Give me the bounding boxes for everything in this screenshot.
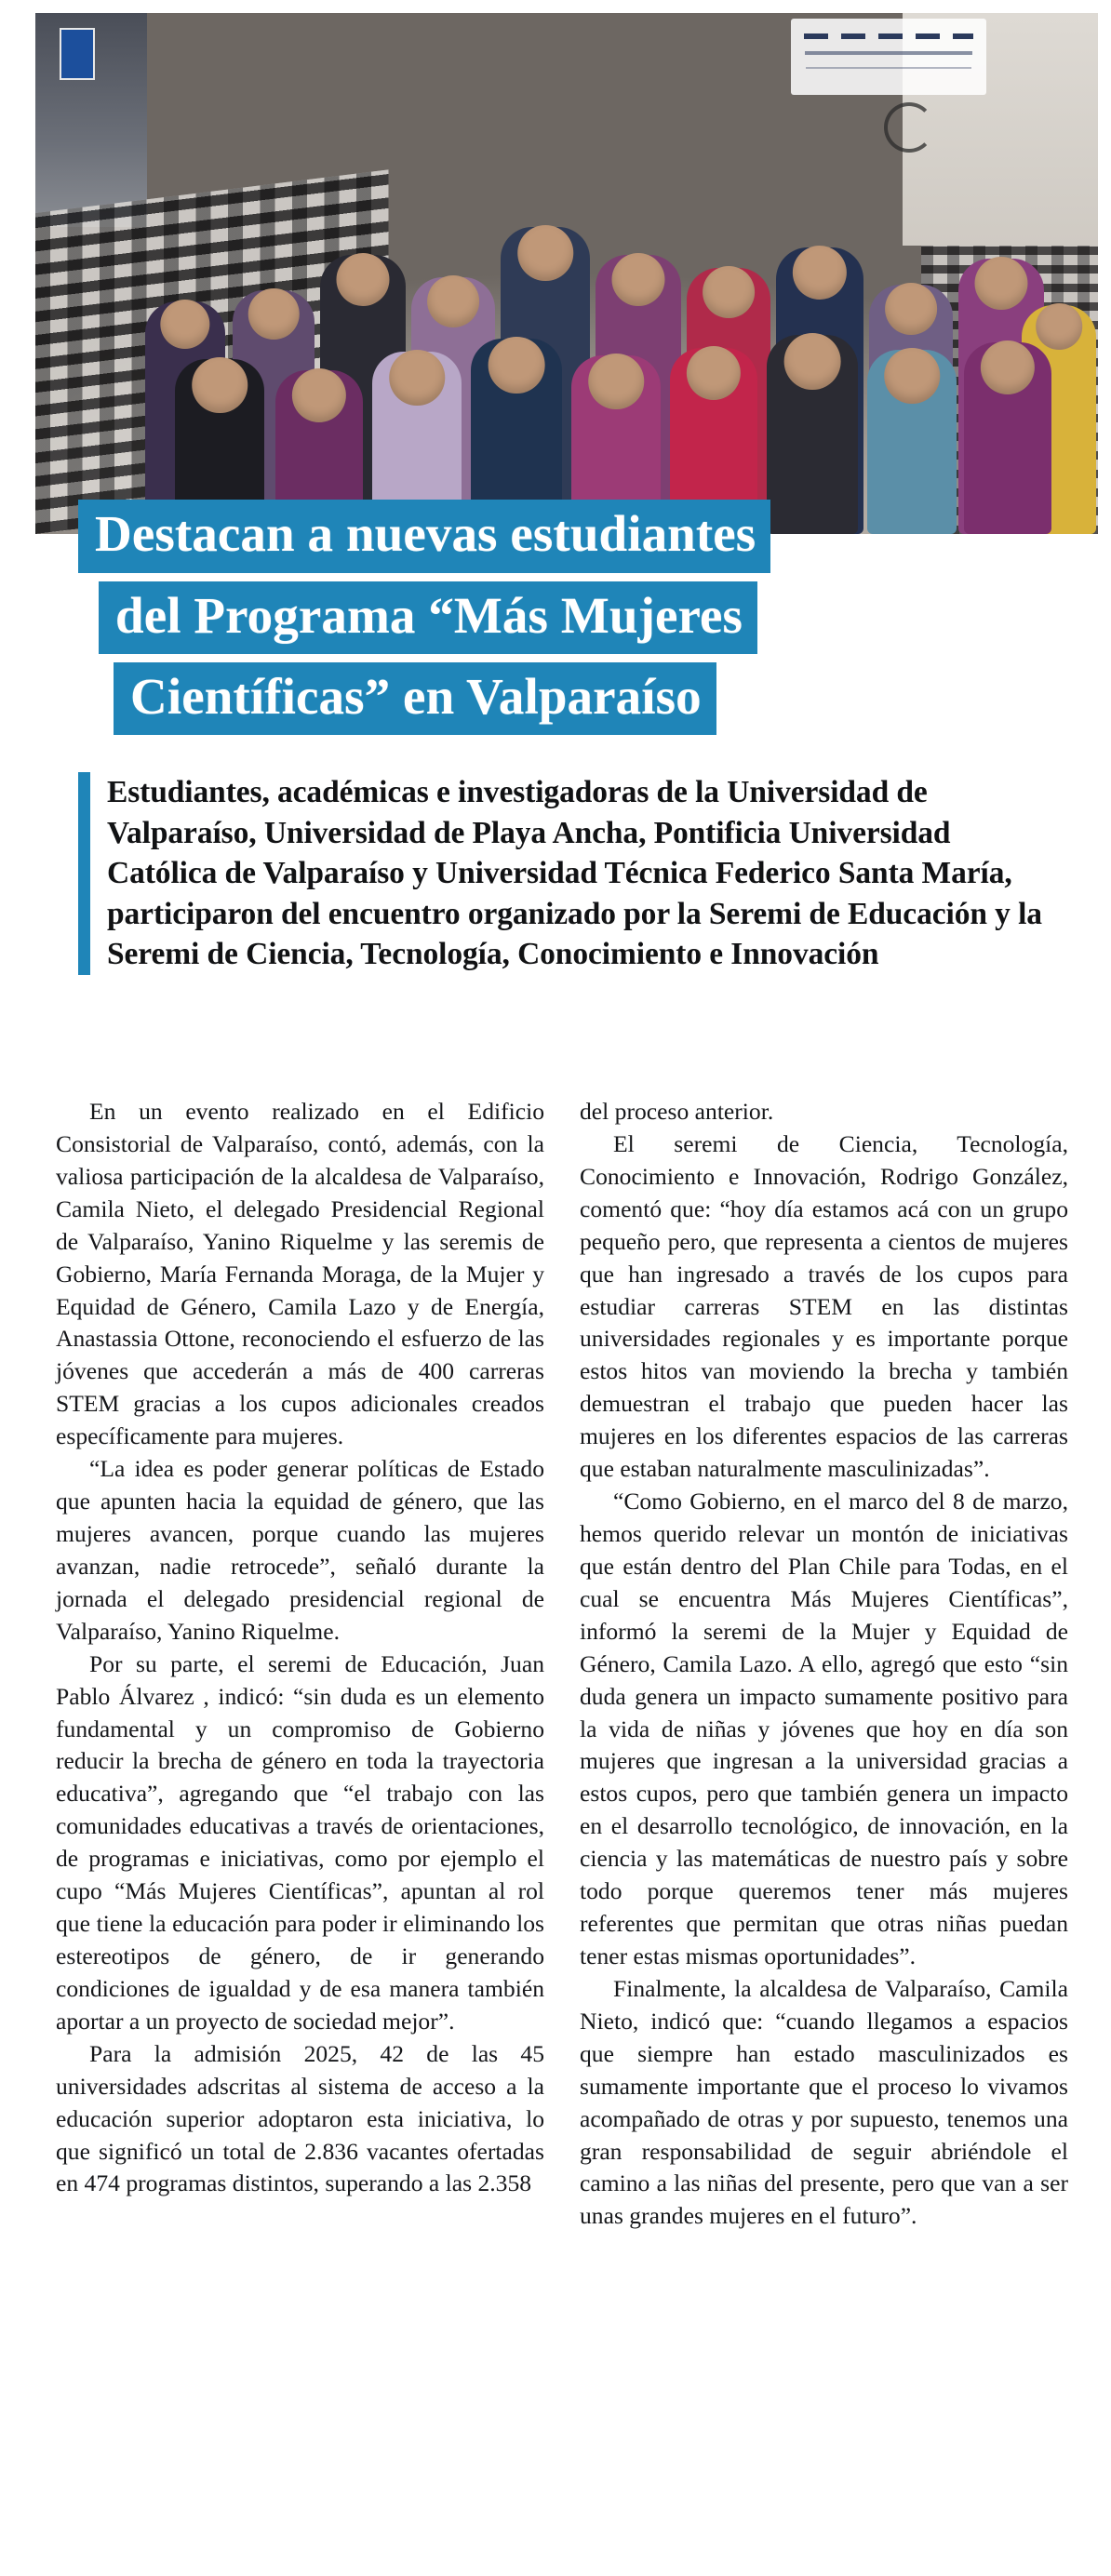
body-paragraph: Por su parte, el seremi de Educación, Juan Pablo Álvarez , indicó: “sin duda es un elemento fundamental y un compromiso de Gobierno reducir la brecha de género en toda la trayectoria educativa”, agregando que “el trabajo con las comunidades educativas a través de orientaciones, de programas e iniciativas, como por ejemplo el cupo “Más Mujeres Científicas”, apuntan al rol que tiene la educación para poder ir eliminando los estereotipos de género, de ir generando condiciones de igualdad y de esa manera también aportar a un proyecto de sociedad mejor”. [56,1649,544,2035]
page-left-margin [0,0,35,2576]
body-paragraph: Finalmente, la alcaldesa de Valparaíso, Camila Nieto, indicó que: “cuando llegamos a espacios que siempre han estado masculinizados es sumamente importante que el proceso lo vivamos acompañado de otras y por supuesto, tenemos una gran responsabilidad de seguir abriéndole el camino a las niñas del presente, pero que van a ser unas grandes mujeres en el futuro”. [580,1974,1068,2230]
article-photo [35,13,1098,534]
headline-line-2: del Programa “Más Mujeres [99,581,757,654]
body-paragraph: El seremi de Ciencia, Tecnología, Conocimiento e Innovación, Rodrigo González, comentó que: “hoy día estamos acá con un grupo pequeño pero, que representa a cientos de mujeres que han ingresado a través de los cupos para estudiar carreras STEM en las distintas universidades regionales y es importante porque estos hitos van moviendo la brecha y también demuestran el trabajo que pueden hacer las mujeres en los diferentes espacios de las carreras que estaban naturalmente masculinizadas”. [580,1129,1068,1483]
body-paragraph: del proceso anterior. [580,1098,774,1125]
deck-accent-bar [78,772,90,975]
article-body [56,1096,1068,2233]
deck-text: Estudiantes, académicas e investigadoras de la Universidad de Valparaíso, Universidad de Playa Ancha, Pontificia Universidad Católica de Valparaíso y Universidad Técnica Federico Santa María, participaron del encuentro organizado por la Seremi de Educación y la Seremi de Ciencia, Tecnología, Conocimiento e Innovación [107,775,1042,972]
page-right-margin [1098,0,1111,2576]
body-paragraph: “La idea es poder generar políticas de Estado que apunten hacia la equidad de género, que las mujeres avancen, porque cuando las mujeres avanzan, nadie retrocede”, señaló durante la jornada el delegado presidencial regional de Valparaíso, Yanino Riquelme. [56,1455,544,1645]
photo-group-of-people [35,13,1098,534]
headline-line-3: Científicas” en Valparaíso [114,662,716,735]
article-headline [78,500,1064,742]
article-deck [78,772,1064,975]
body-paragraph: En un evento realizado en el Edificio Consistorial de Valparaíso, contó, además, con la valiosa participación de la alcaldesa de Valparaíso, Camila Nieto, el delegado Presidencial Regional de Valparaíso, Yanino Riquelme y las seremis de Gobierno, María Fernanda Moraga, de la Mujer y Equidad de Género, Camila Lazo y de Energía, Anastassia Ottone, reconociendo el esfuerzo de las jóvenes que accederán a más de 400 carreras STEM gracias a los cupos adicionales creados específicamente para mujeres. [56,1098,544,1450]
body-paragraph: “Como Gobierno, en el marco del 8 de marzo, hemos querido relevar un montón de iniciativas que están dentro del Plan Chile para Todas, en el cual se encuentra Más Mujeres Científicas”, informó la seremi de la Mujer y Equidad de Género, Camila Lazo. A ello, agregó que esto “sin duda genera un impacto sumamente positivo para la vida de niñas y jóvenes que hoy en día son mujeres que ingresan a la universidad gracias a estos cupos, pero que también genera un impacto en el desarrollo tecnológico, de innovación, en la ciencia y las matemáticas de nuestro país y sobre todo porque queremos tener más mujeres referentes que permitan que otras niñas puedan tener estas mismas oportunidades”. [580,1488,1068,1969]
left-column [56,1096,544,2233]
body-paragraph: Para la admisión 2025, 42 de las 45 universidades adscritas al sistema de acceso a la educación superior adoptaron esta iniciativa, lo que significó un total de 2.836 vacantes ofertadas en 474 programas distintos, superando a las 2.358 [56,2039,544,2197]
headline-line-1: Destacan a nuevas estudiantes [78,500,770,572]
right-column [580,1096,1068,2233]
